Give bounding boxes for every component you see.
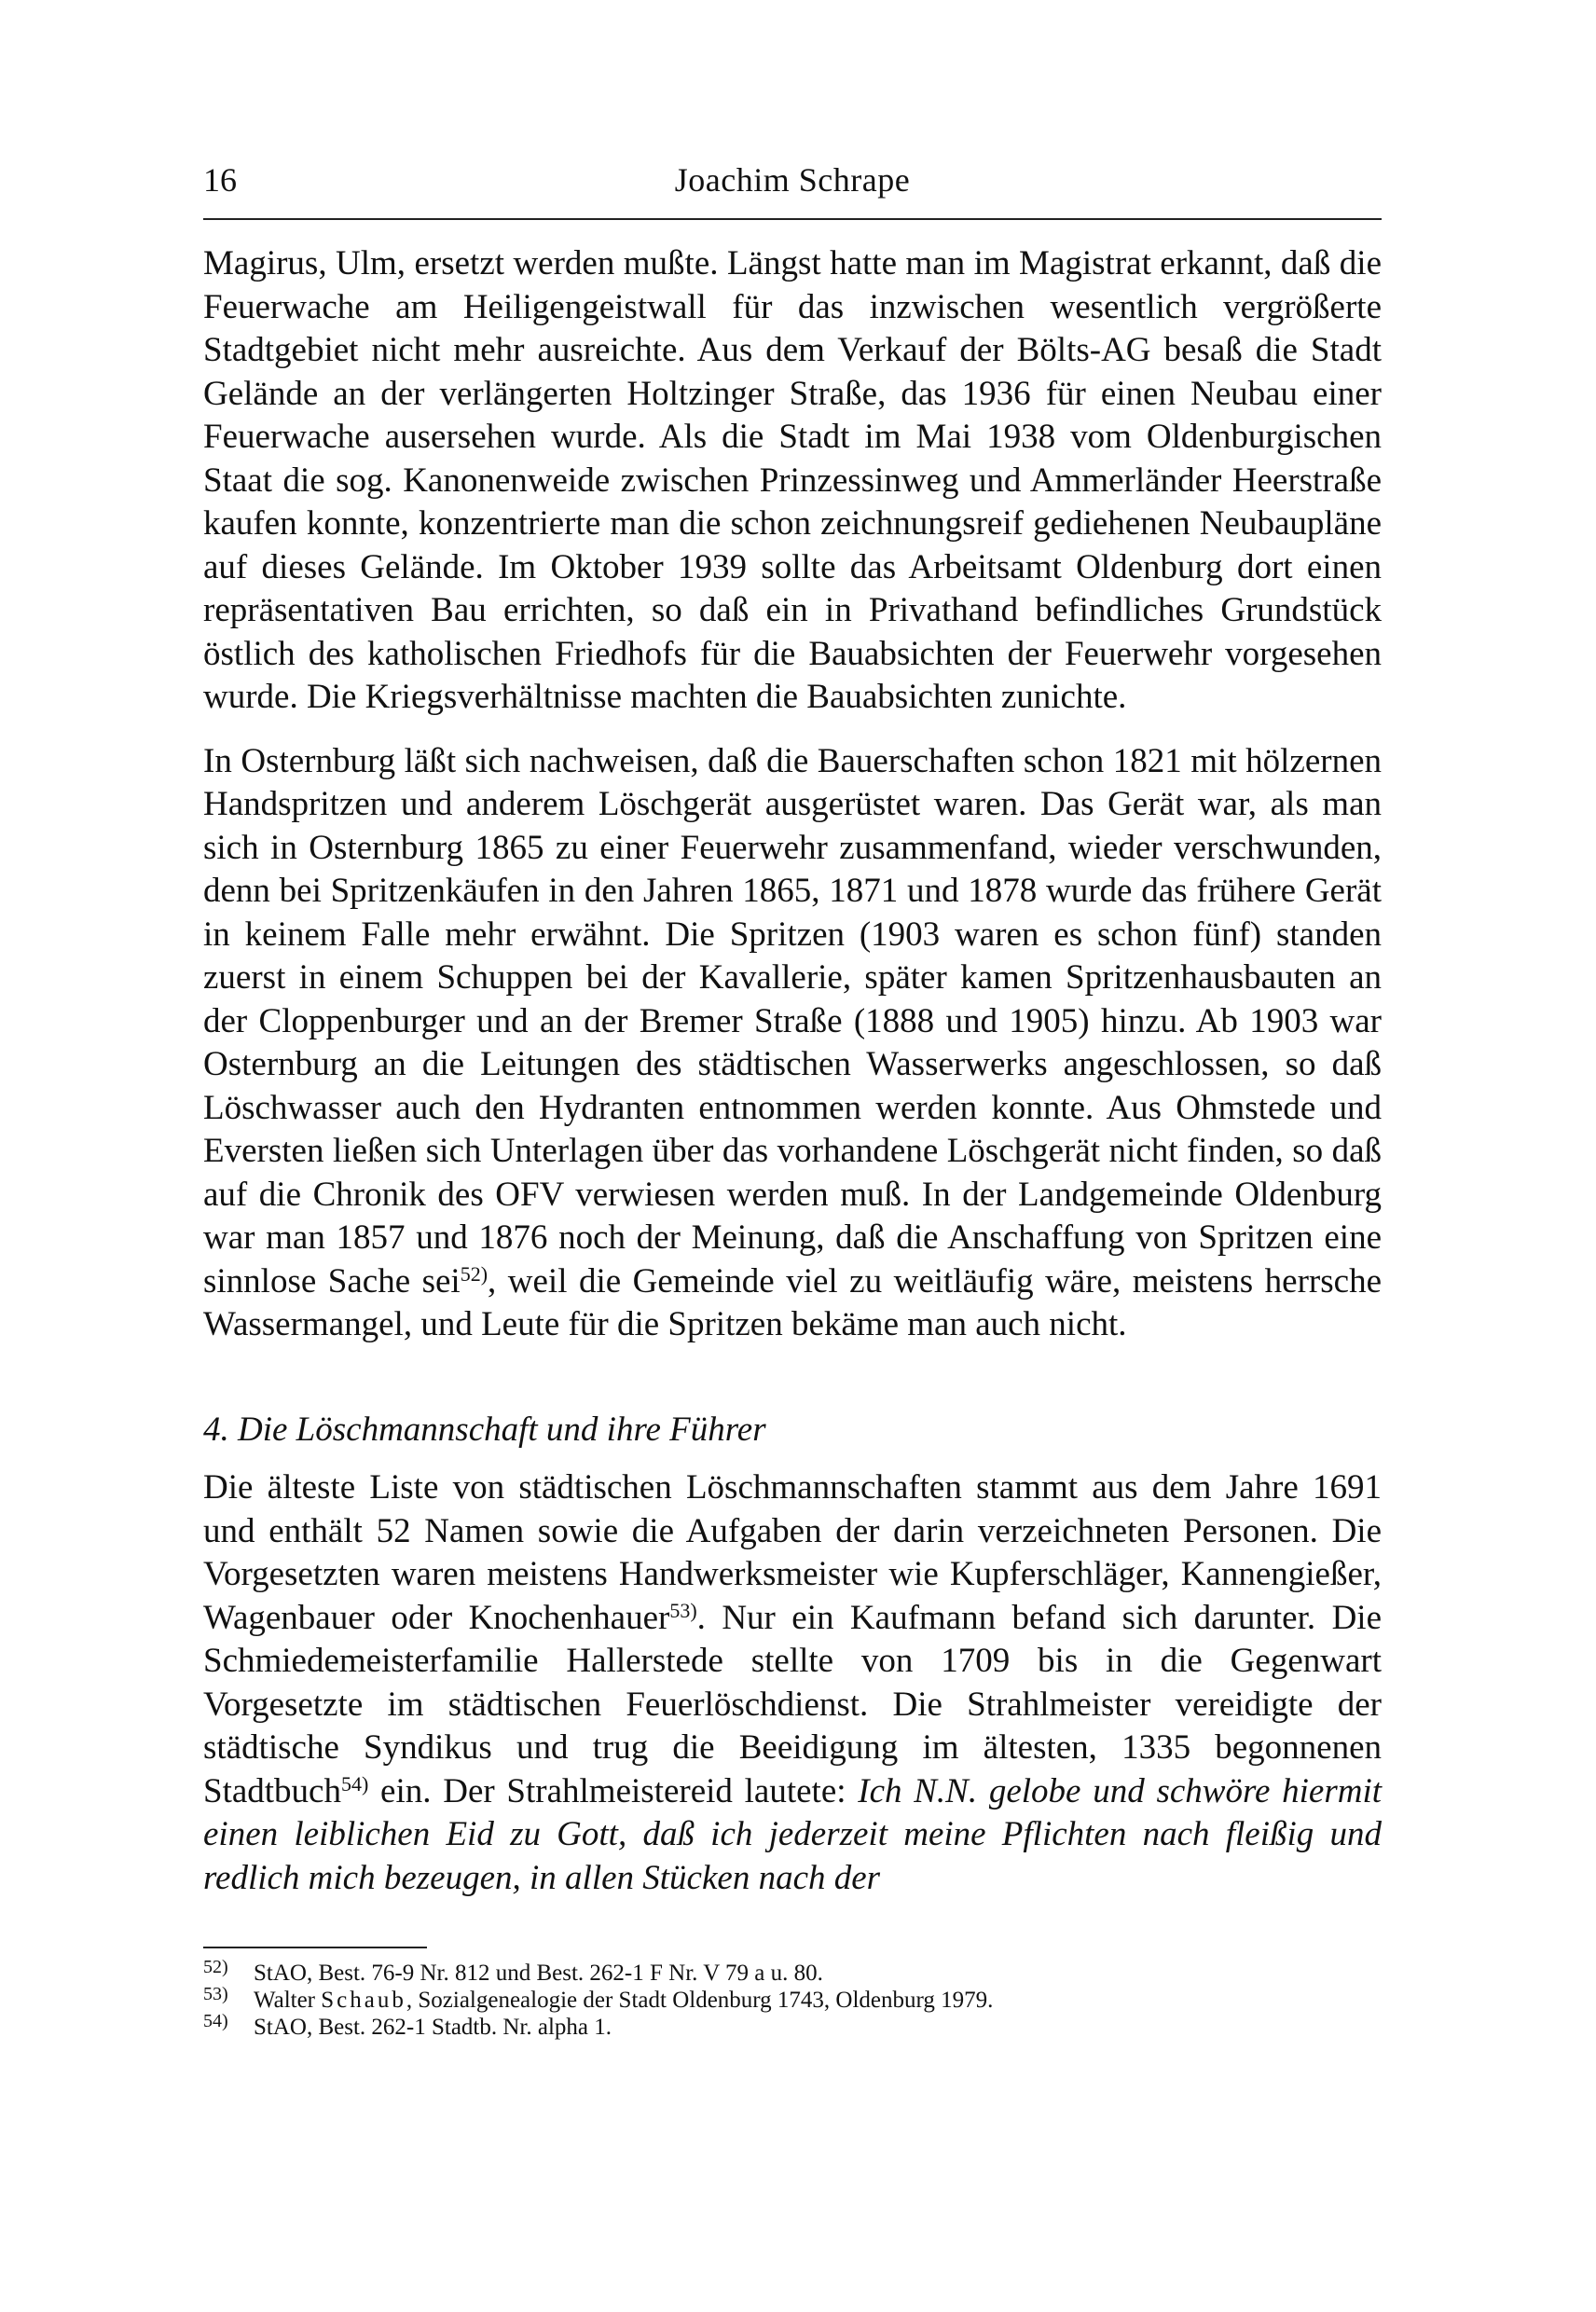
footnote-mark: 53) [203,1984,228,2004]
footnote-text: StAO, Best. 262-1 Stadtb. Nr. alpha 1. [254,2015,612,2040]
paragraph-text: In Osternburg läßt sich nachweisen, daß die Bauerschaften schon 1821 mit hölzernen Handspritzen und anderem Löschgerät ausgerüstet waren. Das Gerät war, als man sich in Osternburg 1865 zu einer Feuerwehr zusammenfand, wieder verschwunden, denn bei Spritzenkäufen in den Jahren 1865, 1871 und 1878 wurde das frühere Gerät in keinem Falle mehr erwähnt. Die Spritzen (1903 waren es schon fünf) standen zuerst in einem Schuppen bei der Kavallerie, später kamen Spritzenhausbauten an der Cloppenburger und an der Bremer Straße (1888 und 1905) hinzu. Ab 1903 war Osternburg an die Leitungen des städtischen Wasserwerks angeschlossen, so daß Löschwasser auch den Hydranten entnommen werden konnte. Aus Ohmstede und Eversten ließen sich Unterlagen über das vorhandene Löschgerät nicht finden, so daß auf die Chronik des OFV verwiesen werden muß. In der Landgemeinde Oldenburg war man 1857 und 1876 noch der Meinung, daß die Anschaffung von Spritzen eine sinnlose Sache sei [203,741,1382,1300]
page-number: 16 [203,161,237,199]
footnote-text: StAO, Best. 76-9 Nr. 812 und Best. 262-1 F Nr. V 79 a u. 80. [254,1961,823,1986]
footnote-ref-53[interactable]: 53) [669,1598,697,1622]
body-text [203,242,1382,1900]
footnote-author: Schaub [321,1988,406,2013]
footnote-ref-54[interactable]: 54) [340,1771,369,1796]
paragraph-text: ein. Der Strahlmeistereid lautete: [368,1771,859,1810]
footnotes [203,1957,1382,2041]
page-header [203,160,1382,213]
footnote-text-post: , Sozialgenealogie der Stadt Oldenburg 1743, Oldenburg 1979. [406,1988,994,2013]
footnote-text [254,1987,993,2014]
footnote-rule [203,1947,427,1948]
paragraph: Magirus, Ulm, ersetzt werden mußte. Längst hatte man im Magistrat erkannt, daß die Feuerwache am Heiligengeistwall für das inzwischen wesentlich vergrößerte Stadtgebiet nicht mehr ausreichte. Aus dem Verkauf der Bölts-AG besaß die Stadt Gelände an der verlängerten Holtzinger Straße, das 1936 für einen Neubau einer Feuerwache ausersehen wurde. Als die Stadt im Mai 1938 vom Oldenburgischen Staat die sog. Kanonenweide zwischen Prinzessinweg und Ammerländer Heerstraße kaufen konnte, konzentrierte man die schon zeichnungsreif gediehenen Neubaupläne auf dieses Gelände. Im Oktober 1939 sollte das Arbeitsamt Oldenburg dort einen repräsentativen Bau errichten, so daß ein in Privathand befindliches Grundstück östlich des katholischen Friedhofs für die Bauabsichten der Feuerwehr vorgesehen wurde. Die Kriegsverhältnisse machten die Bauabsichten zunichte. [203,244,1382,716]
footnote-mark: 54) [203,2011,228,2031]
header-rule [203,218,1382,220]
footnote-ref-52[interactable]: 52) [460,1261,488,1286]
paragraph-text: . Nur ein Kaufmann befand sich darunter. Die Schmiedemeisterfamilie Hallerstede stellte von 1709 bis in die Gegenwart Vorgesetzte im städtischen Feuerlöschdienst. Die Strahlmeister vereidigte der städtische Syndikus und trug die Beeidigung im ältesten, 1335 begonnenen Stadtbuch [203,1598,1382,1810]
footnote-54 [203,2011,1382,2041]
oath-quote: Ich N.N. gelobe und schwöre hiermit einen leiblichen Eid zu Gott, daß ich jederzeit meine Pflichten nach fleißig und redlich mich bezeugen, in allen Stücken nach der [203,1771,1383,1897]
paragraph-text: , weil die Gemeinde viel zu weitläufig wäre, meistens herrsche Wassermangel, und Leute für die Spritzen bekäme man auch nicht. [203,1261,1382,1343]
paragraph-text: Die älteste Liste von städtischen Löschmannschaften stammt aus dem Jahre 1691 und enthält 52 Namen sowie die Aufgaben der darin verzeichneten Personen. Die Vorgesetzten waren meistens Handwerksmeister wie Kupferschläger, Kannengießer, Wagenbauer oder Knochenhauer [203,1468,1382,1637]
running-title: Joachim Schrape [674,161,911,199]
footnote-text-pre: Walter [254,1988,322,2013]
footnote-53 [203,1984,1382,2014]
footnote-52 [203,1957,1382,1987]
paragraph [203,1466,1382,1900]
section-heading: 4. Die Löschmannschaft und ihre Führer [203,1410,766,1449]
footnote-mark: 52) [203,1957,228,1977]
paragraph [203,740,1382,1347]
